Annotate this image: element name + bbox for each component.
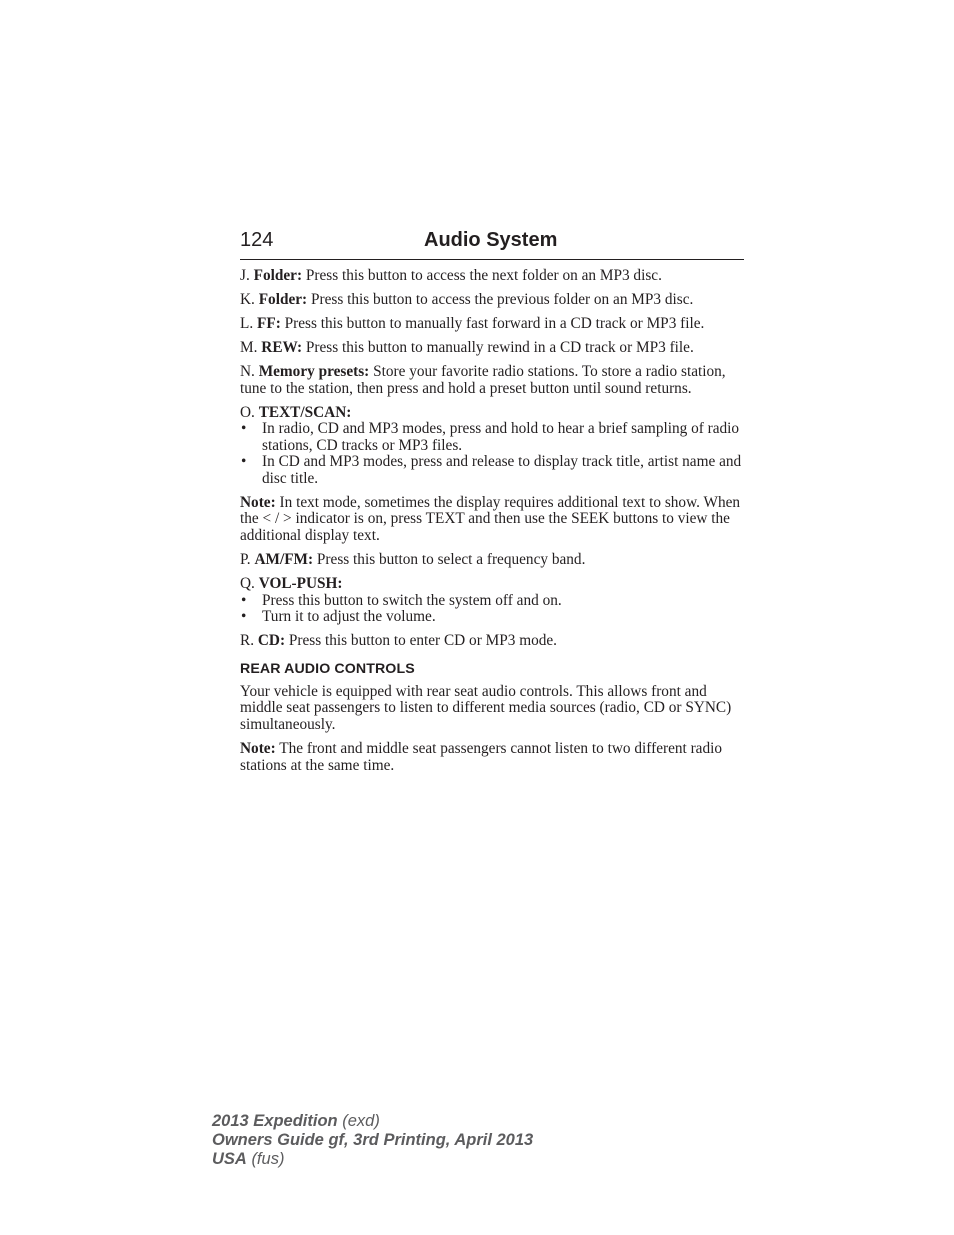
button-description-k [240,292,746,309]
bullet-item [240,609,746,626]
button-description-j [240,268,746,285]
bullet-text: Press this button to switch the system off and on. [262,591,562,609]
item-prefix: J. [240,267,250,284]
item-term: Folder: [258,290,308,308]
bullet-icon: • [241,453,247,471]
note-rear-audio [240,741,746,774]
item-prefix: L. [240,314,254,332]
page-number: 124 [240,229,274,251]
item-text: Store your favorite radio stations. To store a radio station, tune to the station, then press and hold a preset button until sound returns. [240,362,726,397]
bullet-icon: • [241,420,247,438]
bullet-item [240,454,746,487]
button-description-r [240,633,746,650]
note-text: The front and middle seat passengers cannot listen to two different radio stations at the same time. [240,739,723,774]
note-label: Note: [240,739,276,757]
note-label: Note: [240,493,276,511]
button-description-n [240,364,746,397]
chapter-title: Audio System [424,229,558,251]
item-prefix: M. [240,338,258,356]
button-description-q [240,576,746,626]
footer-model-code: (exd) [342,1112,380,1130]
item-text: Press this button to enter CD or MP3 mode. [288,632,558,650]
footer-model-line [212,1112,533,1131]
item-term: FF: [257,314,281,332]
item-term: Memory presets: [258,362,370,380]
button-description-p [240,552,746,569]
bullet-icon: • [241,591,247,609]
note-text: In text mode, sometimes the display requires additional text to show. When the < / > indicator is on, press TEXT and then use the SEEK buttons to view the additional display text. [240,493,741,545]
bullet-item [240,593,746,610]
item-prefix: N. [240,362,255,380]
bullet-icon: • [241,608,247,626]
item-text: Press this button to manually fast forward in a CD track or MP3 file. [284,314,705,332]
item-text: Press this button to select a frequency band. [316,551,586,569]
item-text: Press this button to manually rewind in a CD track or MP3 file. [305,338,694,356]
item-text: Press this button to access the next folder on an MP3 disc. [305,267,662,284]
page-header [240,228,744,260]
item-prefix: P. [240,551,251,569]
item-term: TEXT/SCAN: [258,403,352,421]
bullet-item [240,421,746,454]
item-term: VOL-PUSH: [258,575,343,593]
item-term: Folder: [253,267,303,284]
item-term: REW: [261,338,303,356]
bullet-list [240,593,746,626]
page-content [240,268,746,782]
section-heading-rear-audio: REAR AUDIO CONTROLS [240,660,415,677]
button-description-o [240,405,746,488]
item-heading [240,576,746,593]
bullet-text: In CD and MP3 modes, press and release to display track title, artist name and disc title. [262,453,742,487]
bullet-text: Turn it to adjust the volume. [262,608,436,626]
footer-printing: Owners Guide gf, 3rd Printing, April 2013 [212,1131,534,1149]
button-description-m [240,340,746,357]
note-text-mode [240,495,746,545]
footer-printing-line [212,1131,533,1150]
item-prefix: Q. [240,575,255,593]
item-term: AM/FM: [254,551,314,569]
item-heading [240,405,746,422]
button-description-l [240,316,746,333]
rear-audio-body: Your vehicle is equipped with rear seat audio controls. This allows front and middle seat passengers to listen to different media sources (radio, CD or SYNC) simultaneously. [240,682,732,733]
footer-market-line [212,1150,533,1169]
item-prefix: O. [240,403,255,421]
footer-market-code: (fus) [251,1150,285,1168]
item-prefix: K. [240,290,255,308]
footer-model: 2013 Expedition [212,1112,338,1130]
item-prefix: R. [240,632,255,650]
bullet-text: In radio, CD and MP3 modes, press and hold to hear a brief sampling of radio stations, CD tracks or MP3 files. [262,420,740,454]
item-term: CD: [257,632,286,650]
page-footer [212,1112,533,1169]
footer-market: USA [212,1150,247,1168]
item-text: Press this button to access the previous folder on an MP3 disc. [310,290,694,308]
bullet-list [240,421,746,487]
